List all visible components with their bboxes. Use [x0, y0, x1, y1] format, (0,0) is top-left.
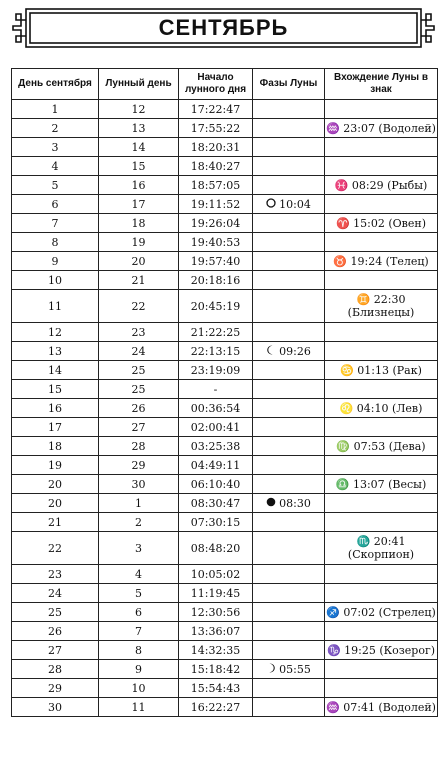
cell-start-time: 15:54:43 [179, 679, 253, 698]
cell-moon-phase [253, 195, 325, 214]
cell-moon-sign-entry [325, 380, 438, 399]
sign-entry-text: ♌ 04:10 (Лев) [339, 401, 423, 415]
cell-start-time: 03:25:38 [179, 437, 253, 456]
table-row [12, 252, 438, 271]
cell-moon-sign-entry [325, 214, 438, 233]
cell-moon-phase [253, 641, 325, 660]
header-phase: Фазы Луны [253, 69, 325, 100]
table-row [12, 698, 438, 717]
cell-lunar-day: 1 [99, 494, 179, 513]
cell-lunar-day: 13 [99, 119, 179, 138]
cell-moon-sign-entry [325, 361, 438, 380]
table-row [12, 214, 438, 233]
cell-day: 26 [12, 622, 99, 641]
moon-calendar-table [11, 68, 438, 717]
cell-day: 24 [12, 584, 99, 603]
cell-day: 1 [12, 100, 99, 119]
cell-moon-sign-entry [325, 494, 438, 513]
cell-day: 5 [12, 176, 99, 195]
header-day: День сентября [12, 69, 99, 100]
cell-moon-sign-entry [325, 157, 438, 176]
table-row [12, 138, 438, 157]
cell-lunar-day: 3 [99, 532, 179, 565]
cell-moon-phase [253, 532, 325, 565]
cell-start-time: 17:55:22 [179, 119, 253, 138]
table-row [12, 494, 438, 513]
cell-moon-phase [253, 679, 325, 698]
cell-start-time: 18:20:31 [179, 138, 253, 157]
cell-moon-sign-entry [325, 418, 438, 437]
cell-moon-phase [253, 603, 325, 622]
header-lunar-day: Лунный день [99, 69, 179, 100]
cell-day: 23 [12, 565, 99, 584]
table-row [12, 513, 438, 532]
cell-day: 22 [12, 532, 99, 565]
cell-moon-phase [253, 214, 325, 233]
cell-moon-sign-entry [325, 290, 438, 323]
cell-moon-sign-entry [325, 698, 438, 717]
cell-moon-sign-entry [325, 513, 438, 532]
cell-moon-sign-entry [325, 584, 438, 603]
cell-start-time: 08:48:20 [179, 532, 253, 565]
table-row [12, 641, 438, 660]
new-moon-icon [266, 497, 276, 510]
cell-day: 15 [12, 380, 99, 399]
cell-start-time: 21:22:25 [179, 323, 253, 342]
cell-day: 19 [12, 456, 99, 475]
cell-moon-sign-entry [325, 437, 438, 456]
table-row [12, 603, 438, 622]
cell-moon-phase [253, 119, 325, 138]
cell-start-time: 10:05:02 [179, 565, 253, 584]
table-row [12, 679, 438, 698]
cell-day: 6 [12, 195, 99, 214]
header-start: Начало лунного дня [179, 69, 253, 100]
cell-moon-sign-entry [325, 475, 438, 494]
cell-moon-phase [253, 456, 325, 475]
cell-lunar-day: 25 [99, 380, 179, 399]
cell-moon-sign-entry [325, 252, 438, 271]
cell-lunar-day: 24 [99, 342, 179, 361]
cell-start-time: 17:22:47 [179, 100, 253, 119]
cell-moon-phase [253, 176, 325, 195]
cell-day: 18 [12, 437, 99, 456]
table-row [12, 584, 438, 603]
table-body [12, 100, 438, 717]
page-title: СЕНТЯБРЬ [158, 15, 289, 40]
cell-lunar-day: 12 [99, 100, 179, 119]
cell-day: 21 [12, 513, 99, 532]
cell-start-time: 18:40:27 [179, 157, 253, 176]
cell-start-time: 23:19:09 [179, 361, 253, 380]
table-row [12, 233, 438, 252]
table-row [12, 380, 438, 399]
cell-day: 17 [12, 418, 99, 437]
cell-day: 2 [12, 119, 99, 138]
cell-moon-sign-entry [325, 399, 438, 418]
cell-day: 20 [12, 475, 99, 494]
cell-moon-sign-entry [325, 119, 438, 138]
cell-moon-phase [253, 157, 325, 176]
cell-lunar-day: 29 [99, 456, 179, 475]
cell-start-time: 12:30:56 [179, 603, 253, 622]
cell-lunar-day: 15 [99, 157, 179, 176]
cell-moon-phase [253, 233, 325, 252]
cell-day: 4 [12, 157, 99, 176]
cell-day: 11 [12, 290, 99, 323]
table-row [12, 660, 438, 679]
cell-moon-phase [253, 437, 325, 456]
table-row [12, 456, 438, 475]
cell-lunar-day: 28 [99, 437, 179, 456]
cell-lunar-day: 10 [99, 679, 179, 698]
cell-moon-sign-entry [325, 532, 438, 565]
cell-start-time: 06:10:40 [179, 475, 253, 494]
cell-moon-phase [253, 138, 325, 157]
cell-moon-sign-entry [325, 342, 438, 361]
cell-moon-phase [253, 660, 325, 679]
cell-start-time: 07:30:15 [179, 513, 253, 532]
table-row [12, 565, 438, 584]
cell-day: 16 [12, 399, 99, 418]
last-quarter-icon [266, 345, 276, 358]
sign-entry-text: ♏ 20:41 (Скорпион) [347, 535, 415, 561]
cell-start-time: 19:11:52 [179, 195, 253, 214]
cell-start-time: 19:26:04 [179, 214, 253, 233]
cell-lunar-day: 5 [99, 584, 179, 603]
cell-day: 13 [12, 342, 99, 361]
cell-moon-phase [253, 323, 325, 342]
cell-lunar-day: 27 [99, 418, 179, 437]
cell-start-time: 20:18:16 [179, 271, 253, 290]
table-row [12, 157, 438, 176]
cell-lunar-day: 30 [99, 475, 179, 494]
table-row [12, 399, 438, 418]
cell-moon-sign-entry [325, 323, 438, 342]
sign-entry-text: ♉ 19:24 (Телец) [333, 254, 429, 268]
cell-moon-sign-entry [325, 100, 438, 119]
cell-start-time: 22:13:15 [179, 342, 253, 361]
cell-start-time: 00:36:54 [179, 399, 253, 418]
cell-day: 10 [12, 271, 99, 290]
sign-entry-text: ♍ 07:53 (Дева) [336, 439, 426, 453]
cell-lunar-day: 20 [99, 252, 179, 271]
cell-lunar-day: 6 [99, 603, 179, 622]
cell-day: 25 [12, 603, 99, 622]
cell-start-time: 19:57:40 [179, 252, 253, 271]
cell-lunar-day: 2 [99, 513, 179, 532]
cell-lunar-day: 4 [99, 565, 179, 584]
cell-day: 3 [12, 138, 99, 157]
cell-start-time: 08:30:47 [179, 494, 253, 513]
cell-day: 29 [12, 679, 99, 698]
cell-lunar-day: 18 [99, 214, 179, 233]
cell-moon-phase [253, 565, 325, 584]
cell-moon-phase [253, 361, 325, 380]
sign-entry-text: ♐ 07:02 (Стрелец) [326, 605, 436, 619]
cell-moon-sign-entry [325, 660, 438, 679]
cell-lunar-day: 26 [99, 399, 179, 418]
sign-entry-text: ♎ 13:07 (Весы) [335, 477, 427, 491]
phase-time: 08:30 [279, 496, 311, 510]
sign-entry-text: ♒ 23:07 (Водолей) [326, 121, 436, 135]
cell-moon-sign-entry [325, 641, 438, 660]
cell-day: 20 [12, 494, 99, 513]
cell-day: 14 [12, 361, 99, 380]
cell-moon-sign-entry [325, 176, 438, 195]
cell-moon-phase [253, 342, 325, 361]
sign-entry-text: ♋ 01:13 (Рак) [340, 363, 422, 377]
cell-moon-phase [253, 622, 325, 641]
title-banner [12, 6, 435, 50]
cell-start-time: 19:40:53 [179, 233, 253, 252]
cell-lunar-day: 23 [99, 323, 179, 342]
cell-start-time: 04:49:11 [179, 456, 253, 475]
cell-start-time: 16:22:27 [179, 698, 253, 717]
cell-moon-sign-entry [325, 603, 438, 622]
cell-day: 27 [12, 641, 99, 660]
table-row [12, 290, 438, 323]
cell-start-time: 14:32:35 [179, 641, 253, 660]
cell-moon-sign-entry [325, 138, 438, 157]
cell-moon-phase [253, 513, 325, 532]
table-row [12, 475, 438, 494]
cell-moon-sign-entry [325, 565, 438, 584]
table-row [12, 342, 438, 361]
table-row [12, 176, 438, 195]
cell-moon-sign-entry [325, 195, 438, 214]
cell-moon-phase [253, 399, 325, 418]
cell-start-time: - [179, 380, 253, 399]
phase-time: 05:55 [279, 662, 311, 676]
table-row [12, 532, 438, 565]
cell-lunar-day: 9 [99, 660, 179, 679]
cell-moon-phase [253, 100, 325, 119]
cell-moon-sign-entry [325, 456, 438, 475]
cell-moon-sign-entry [325, 622, 438, 641]
cell-lunar-day: 21 [99, 271, 179, 290]
table-row [12, 622, 438, 641]
header-entry: Вхождение Луны в знак [325, 69, 438, 100]
table-row [12, 195, 438, 214]
cell-start-time: 20:45:19 [179, 290, 253, 323]
cell-lunar-day: 22 [99, 290, 179, 323]
table-row [12, 437, 438, 456]
table-row [12, 418, 438, 437]
cell-moon-phase [253, 290, 325, 323]
table-row [12, 323, 438, 342]
cell-start-time: 13:36:07 [179, 622, 253, 641]
cell-day: 8 [12, 233, 99, 252]
cell-lunar-day: 17 [99, 195, 179, 214]
sign-entry-text: ♑ 19:25 (Козерог) [326, 643, 436, 657]
cell-day: 7 [12, 214, 99, 233]
cell-lunar-day: 25 [99, 361, 179, 380]
sign-entry-text: ♈ 15:02 (Овен) [335, 216, 427, 230]
cell-start-time: 15:18:42 [179, 660, 253, 679]
cell-day: 12 [12, 323, 99, 342]
cell-lunar-day: 8 [99, 641, 179, 660]
cell-moon-phase [253, 418, 325, 437]
cell-lunar-day: 14 [99, 138, 179, 157]
sign-entry-text: ♓ 08:29 (Рыбы) [334, 178, 428, 192]
cell-start-time: 18:57:05 [179, 176, 253, 195]
table-row [12, 361, 438, 380]
first-quarter-icon [266, 663, 276, 676]
cell-moon-sign-entry [325, 679, 438, 698]
cell-start-time: 02:00:41 [179, 418, 253, 437]
table-row [12, 119, 438, 138]
cell-start-time: 11:19:45 [179, 584, 253, 603]
cell-moon-phase [253, 252, 325, 271]
cell-moon-sign-entry [325, 271, 438, 290]
phase-time: 10:04 [279, 197, 311, 211]
cell-day: 30 [12, 698, 99, 717]
sign-entry-text: ♊ 22:30 (Близнецы) [347, 293, 415, 319]
cell-moon-phase [253, 271, 325, 290]
cell-moon-phase [253, 698, 325, 717]
phase-time: 09:26 [279, 344, 311, 358]
cell-moon-phase [253, 494, 325, 513]
cell-day: 9 [12, 252, 99, 271]
cell-moon-phase [253, 380, 325, 399]
sign-entry-text: ♒ 07:41 (Водолей) [326, 700, 436, 714]
cell-lunar-day: 16 [99, 176, 179, 195]
table-row [12, 100, 438, 119]
cell-lunar-day: 11 [99, 698, 179, 717]
cell-day: 28 [12, 660, 99, 679]
cell-moon-phase [253, 584, 325, 603]
full-moon-icon [266, 198, 276, 211]
cell-moon-sign-entry [325, 233, 438, 252]
cell-moon-phase [253, 475, 325, 494]
table-row [12, 271, 438, 290]
cell-lunar-day: 19 [99, 233, 179, 252]
cell-lunar-day: 7 [99, 622, 179, 641]
